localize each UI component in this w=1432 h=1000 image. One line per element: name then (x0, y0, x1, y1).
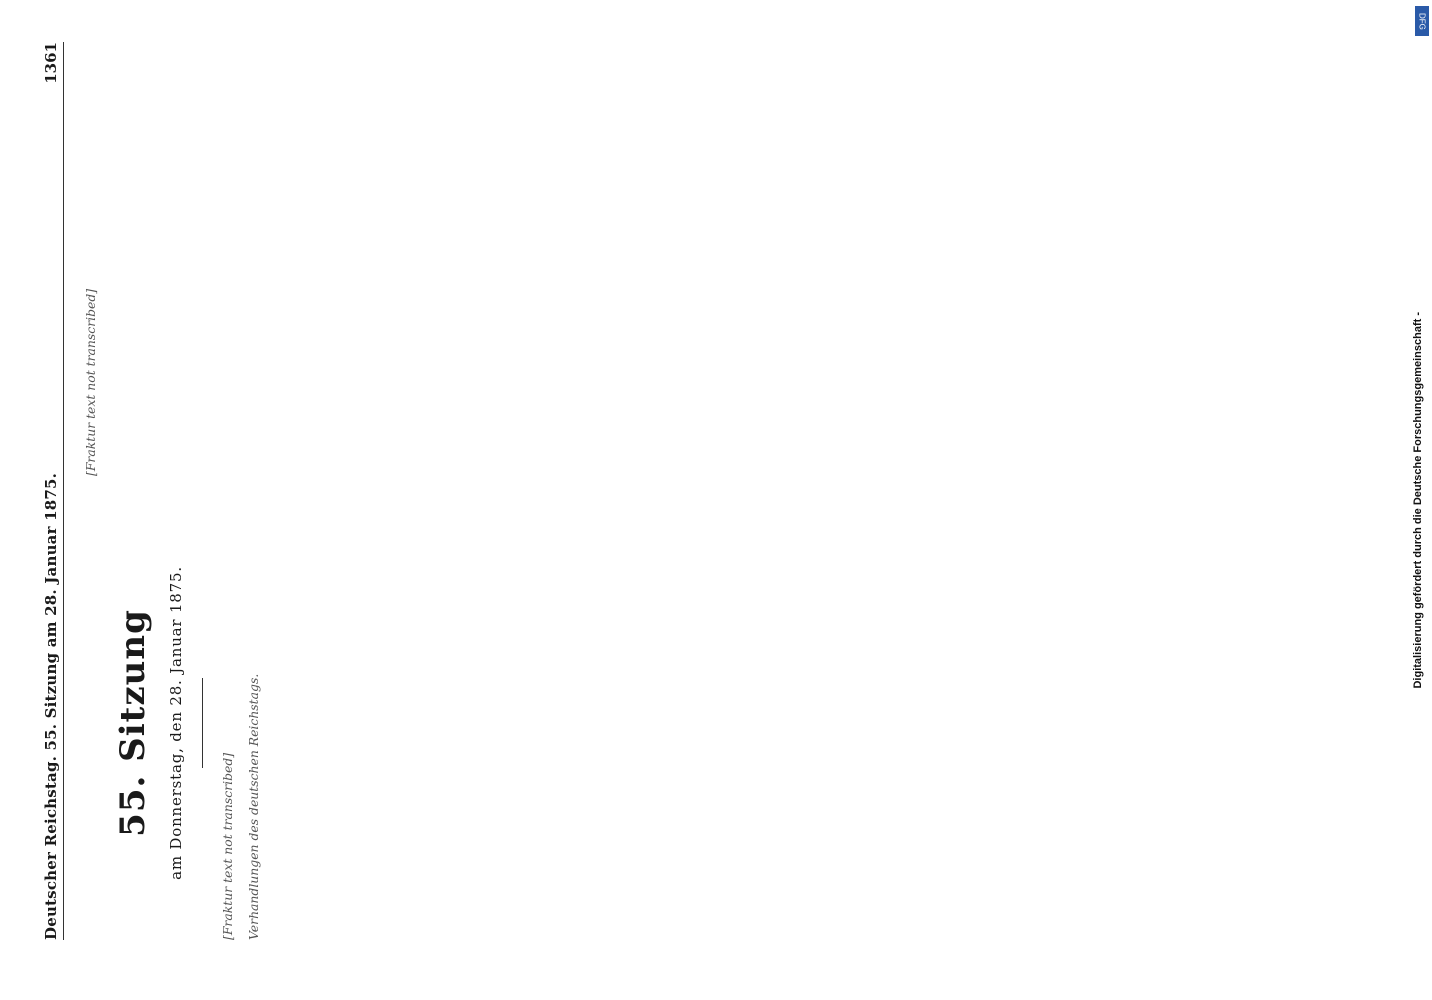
divider (202, 678, 203, 768)
untranscribed-text: [Fraktur text not transcribed] (219, 752, 235, 940)
digitization-watermark (1408, 8, 1428, 992)
session-date: am Donnerstag, den 28. Januar 1875. (167, 566, 185, 880)
dfg-logo-icon (1415, 6, 1429, 36)
session-heading: 55. Sitzung (113, 609, 153, 837)
column-right (82, 42, 1340, 476)
footer-note: Verhandlungen des deutschen Reichstags. (246, 673, 262, 940)
watermark-text: Digitalisierung gefördert durch die Deutsche Forschungsgemeinschaft - (1412, 311, 1424, 689)
running-head (42, 42, 64, 940)
column-left (82, 506, 1340, 940)
dfg-logo-text: DFG (1417, 12, 1427, 30)
untranscribed-text: [Fraktur text not transcribed] (83, 288, 98, 476)
page-number: 1361 (42, 42, 60, 84)
text-columns (82, 42, 1340, 940)
running-head-title: Deutscher Reichstag. 55. Sitzung am 28. Januar 1875. (42, 472, 60, 940)
